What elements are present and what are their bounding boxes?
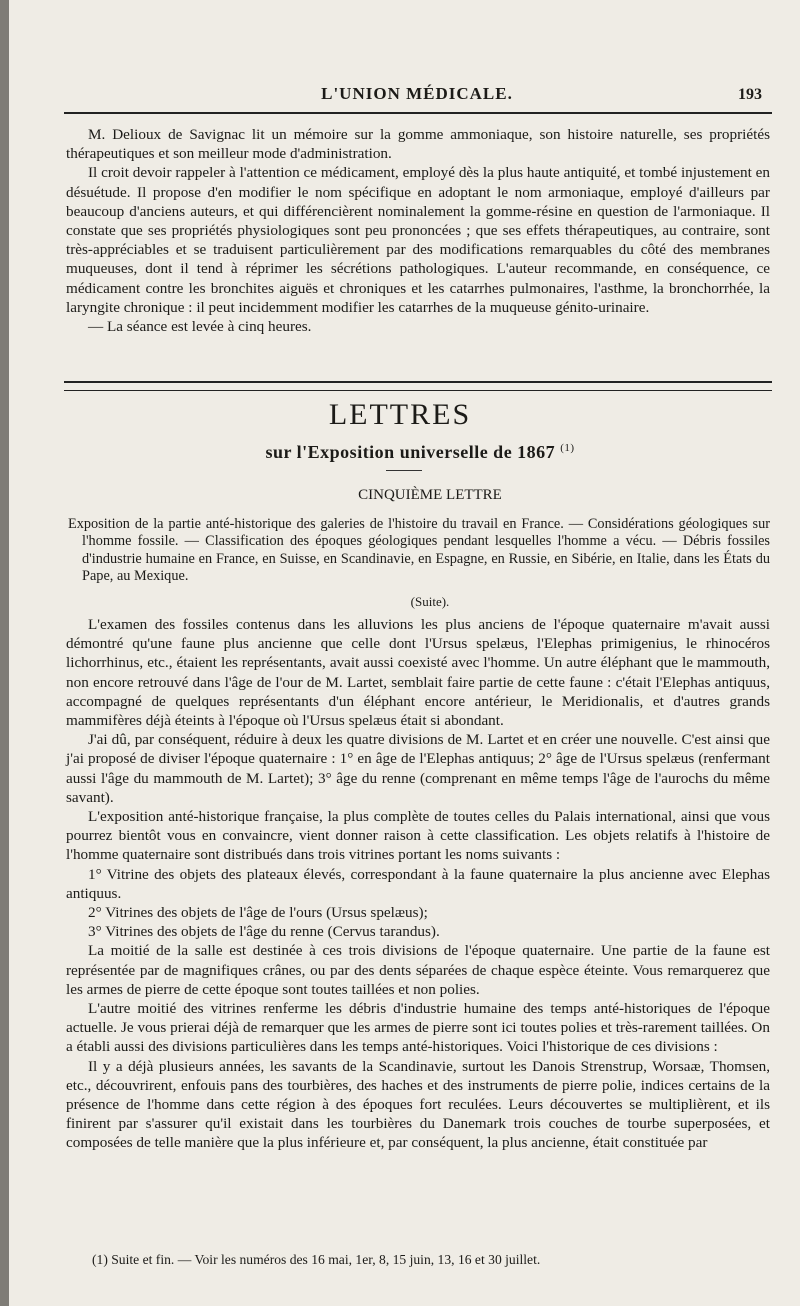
section-divider — [64, 381, 772, 391]
paragraph: Il y a déjà plusieurs années, les savants de la Scandinavie, surtout les Danois Strenstrup, Worsaæ, Thomsen, etc., découvrirent, enfouis pans des tourbières, des haches et des instruments de pierre polie, indices certains de la présence de l'homme dans cette région à des époques fort reculées. Leurs découvertes se multiplièrent, et ils finirent par s'assurer qu'il existait dans les tourbières du Danemark trois couches de tourbe superposées, et composées de telle manière que la plus inférieure et, par conséquent, la plus ancienne, était constituée par — [66, 1057, 770, 1152]
article-body — [66, 615, 770, 1153]
header-rule — [64, 112, 772, 114]
article-summary: Exposition de la partie anté-historique des galeries de l'histoire du travail en France. — Considérations géologiques sur l'homme fossile. — Classification des époques géologiques pendant lesquelles l'homme a vécu. — Débris fossiles d'industrie humaine en France, en Suisse, en Scandinavie, en Espagne, en Russie, en Sibérie, en Italie, dans les États du Pape, au Mexique. — [68, 516, 770, 585]
paragraph: La moitié de la salle est destinée à ces trois divisions de l'époque quaternaire. Une partie de la faune est représentée par de magnifiques crânes, ou par des dents séparées de chaque espèce éteinte. Vous remarquerez que les armes de pierre de cette époque sont toutes taillées et non polies. — [66, 942, 770, 998]
paragraph: J'ai dû, par conséquent, réduire à deux les quatre divisions de M. Lartet et en créer une nouvelle. C'est ainsi que j'ai proposé de diviser l'époque quaternaire : 1° en âge de l'Elephas antiquus; 2° âge de l'Ursus spelæus (renfermant aussi l'âge du mammouth de M. Lartet); 3° âge du renne (comprenant en même temps l'âge de l'aurochs du même savant). — [66, 731, 770, 806]
paragraph: L'examen des fossiles contenus dans les alluvions les plus anciens de l'époque quaternaire m'avait aussi démontré qu'une faune plus ancienne que celle dont l'Ursus spelæus, l'Elephas primigenius, le rhinocéros lichorrhinus, etc., étaient les représentants, avait aussi coexisté avec l'homme. Un autre éléphant que le mammouth, non encore retrouvé dans l'âge de l'our de M. Lartet, semblait faire partie de cette faune : c'était l'Elephas antiquus, accompagné de quelques représentants d'un éléphant encore antérieur, le Meridionalis, et d'autres grands mammifères déjà éteints à l'époque où l'Ursus spelæus était si abondant. — [66, 616, 770, 730]
paragraph: — La séance est levée à cinq heures. — [88, 318, 312, 336]
footnote: (1) Suite et fin. — Voir les numéros des 16 mai, 1er, 8, 15 juin, 13, 16 et 30 juillet. — [92, 1252, 541, 1267]
page-number: 193 — [738, 86, 762, 103]
continued-label: (Suite). — [410, 594, 450, 609]
paragraph: 1° Vitrine des objets des plateaux élevés, correspondant à la faune quaternaire la plus ancienne avec Elephas antiquus. — [66, 865, 770, 902]
title-rule — [386, 470, 422, 471]
paragraph: 3° Vitrines des objets de l'âge du renne (Cervus tarandus). — [88, 923, 440, 941]
paragraph: M. Delioux de Savignac lit un mémoire sur la gomme ammoniaque, son histoire naturelle, ses propriétés thérapeutiques et son meilleur mode d'administration. — [66, 126, 770, 163]
paragraph: L'autre moitié des vitrines renferme les débris d'industrie humaine des temps anté-historiques de l'époque actuelle. Je vous prierai déjà de remarquer que les armes de pierre sont ici toutes polies et très-rarement taillées. On a établi aussi des divisions particulières dans les temps anté-historiques. Voici l'historique de ces divisions : — [66, 1000, 770, 1056]
journal-title: L'UNION MÉDICALE. — [321, 84, 513, 103]
subtitle-text: sur l'Exposition universelle de 1867 — [265, 442, 556, 462]
footnote-mark: (1) — [560, 442, 575, 454]
paragraph: L'exposition anté-historique française, la plus complète de toutes celles du Palais international, ainsi que vous pourrez bientôt vous en convaincre, vient donner raison à cette classification. Les objets relatifs à l'histoire de l'homme quaternaire sont distribués dans trois vitrines portant les noms suivants : — [66, 808, 770, 864]
letter-heading: CINQUIÈME LETTRE — [358, 487, 502, 503]
paragraph: Il croit devoir rappeler à l'attention ce médicament, employé dès la plus haute antiquité, et tombé injustement en désuétude. Il propose d'en modifier le nom spécifique en adoptant le nom armoniaque, employé d'ailleurs par beaucoup d'anciens auteurs, et qui différencièrent nominalement la gomme-résine en question de l'armoniaque. Il constate que ses propriétés physiologiques sont peu prononcées ; que ses effets thérapeutiques, au contraire, sont très-appréciables et se traduisent particulièrement par des modifications remarquables du côté des membranes muqueuses, dont il tend à réprimer les sécrétions pathologiques. L'auteur recommande, en conséquence, ce médicament contre les bronchites aiguës et chroniques et les catarrhes pulmonaires, l'asthme, la bronchorrhée, la laryngite chronique : il peut incidemment modifier les catarrhes de la muqueuse génito-urinaire. — [66, 164, 770, 316]
paragraph: 2° Vitrines des objets de l'âge de l'ours (Ursus spelæus); — [88, 904, 428, 922]
article-subtitle — [40, 442, 800, 463]
running-header — [64, 84, 770, 108]
article-title: LETTRES — [328, 398, 472, 431]
session-report — [66, 125, 770, 336]
page-edge — [0, 0, 9, 1306]
